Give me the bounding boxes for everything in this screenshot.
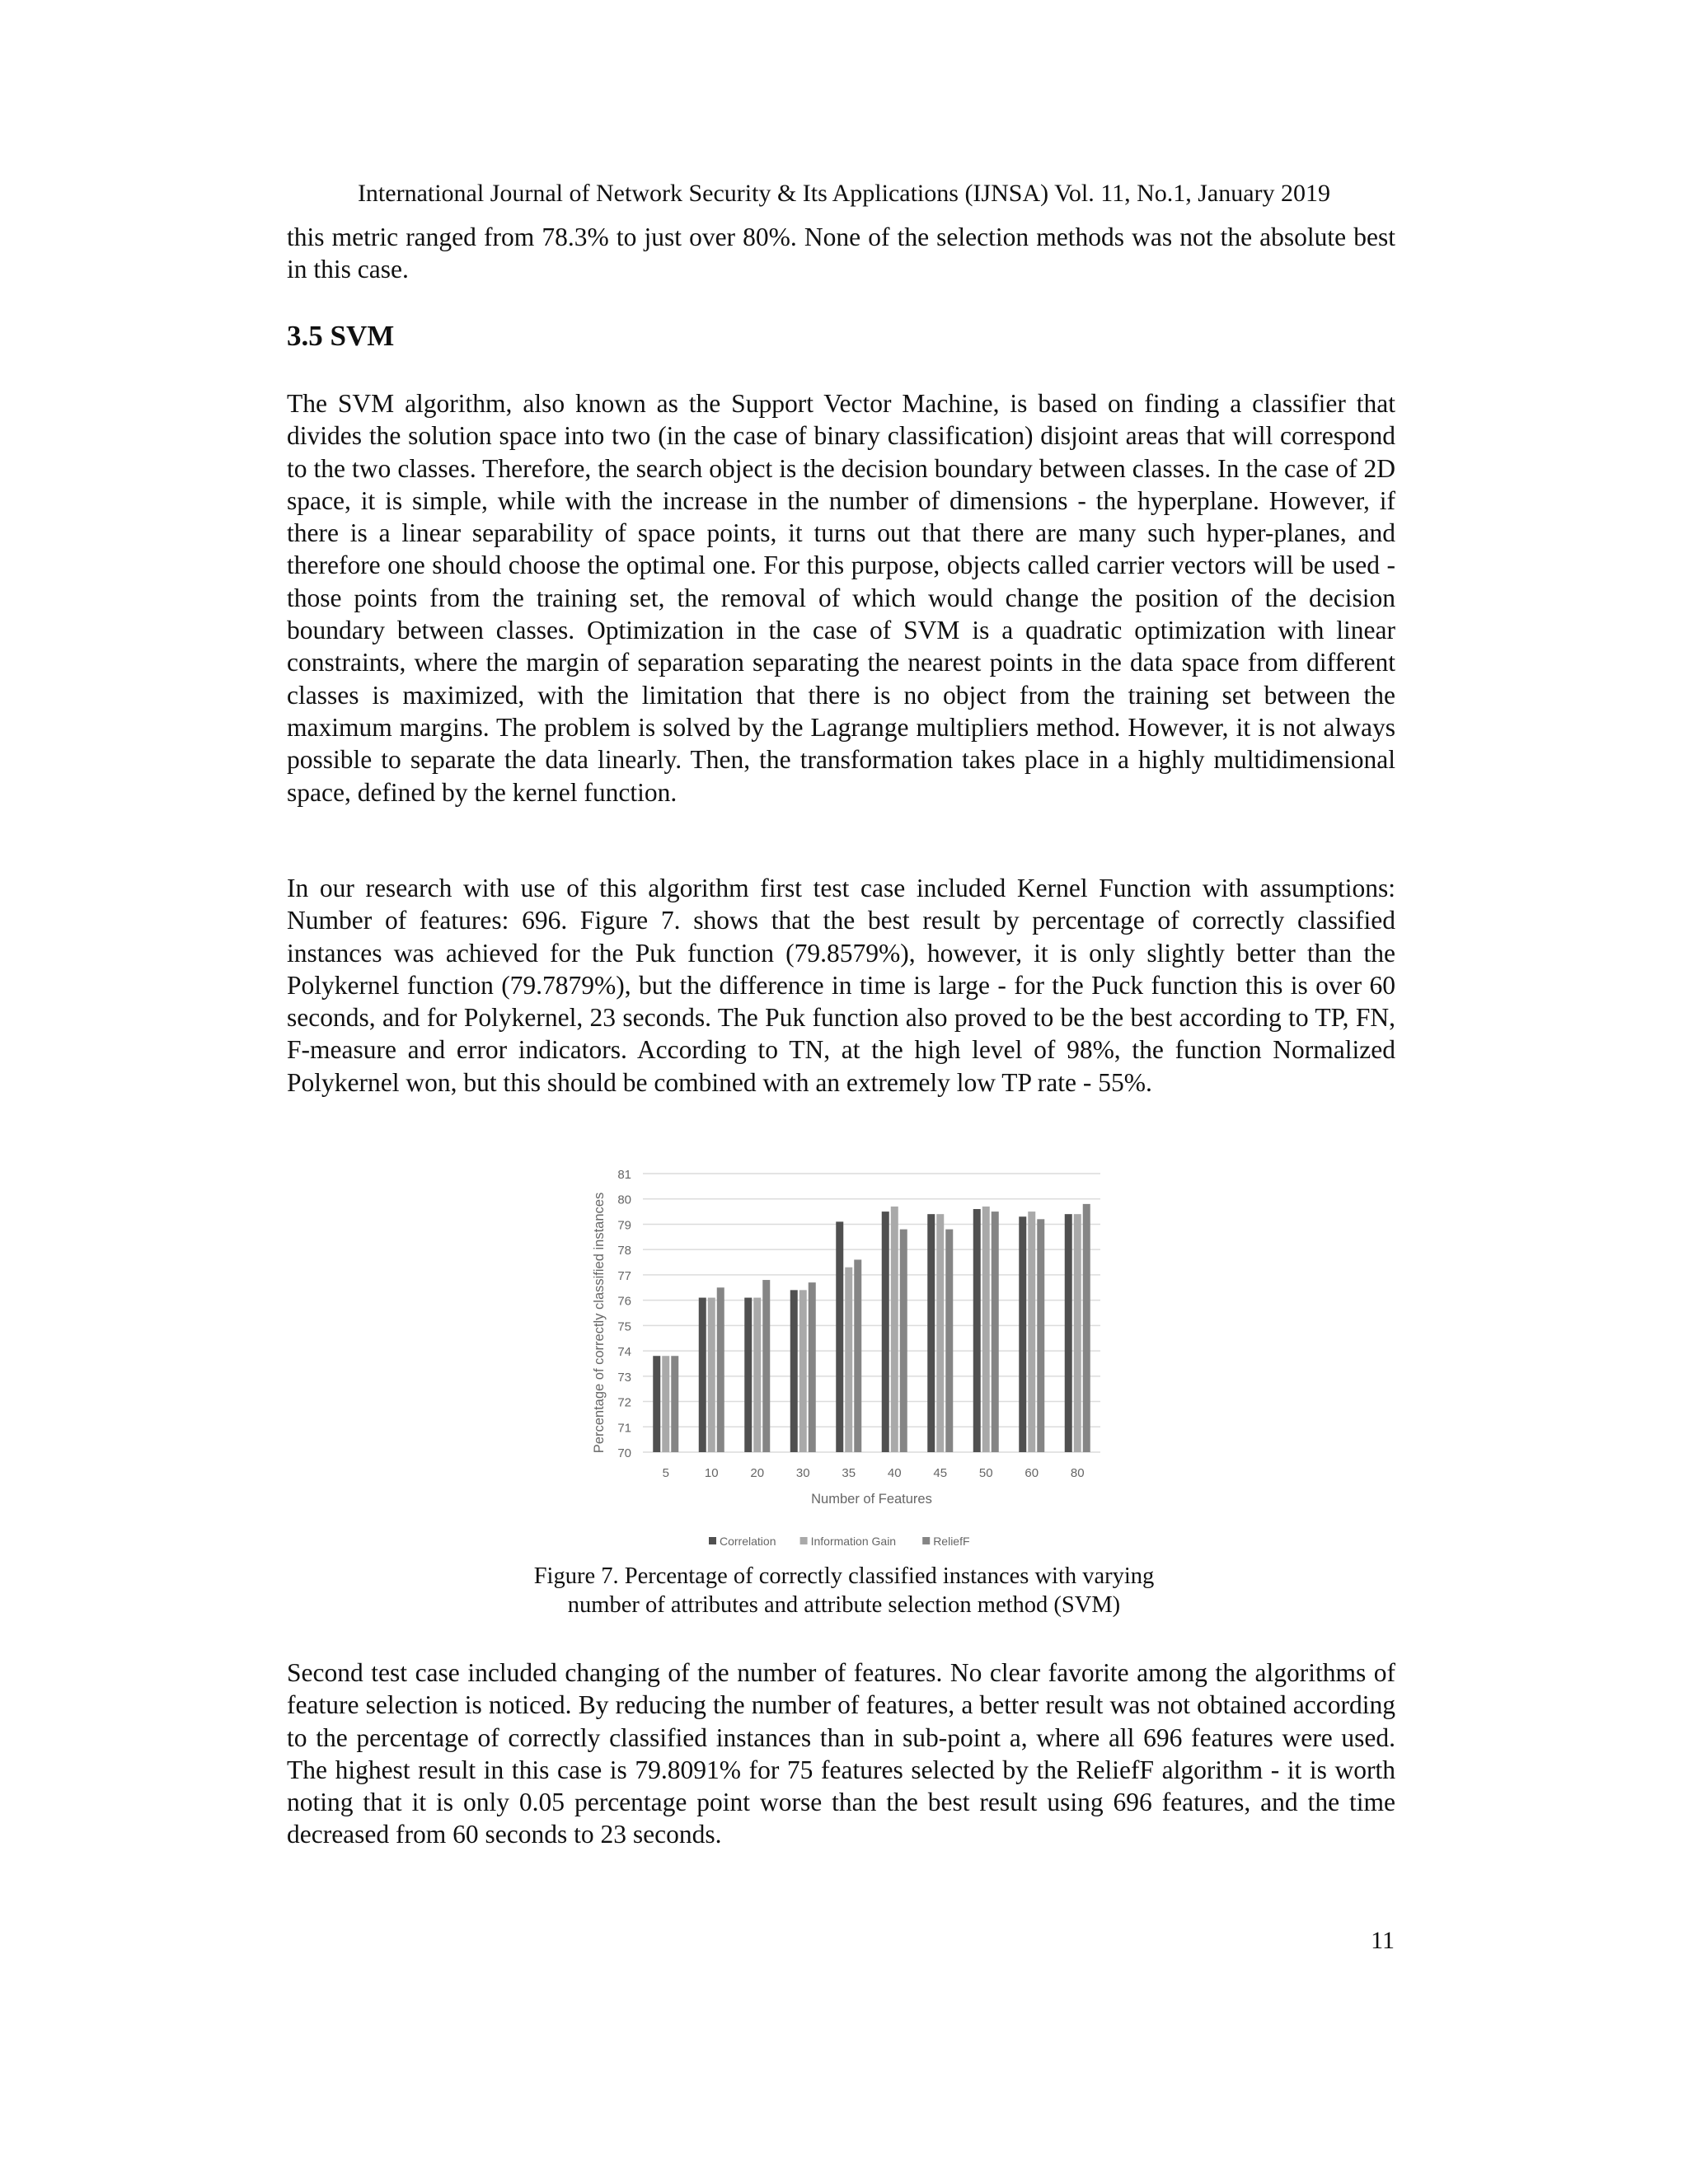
bar-relieff	[809, 1282, 816, 1452]
y-tick-label: 71	[617, 1421, 631, 1436]
y-tick-label: 74	[617, 1345, 631, 1360]
legend-label: ReliefF	[933, 1535, 970, 1548]
bar-relieff	[1083, 1204, 1090, 1452]
y-tick-label: 79	[617, 1218, 631, 1233]
x-tick-label: 50	[978, 1466, 993, 1480]
bar-information-gain	[708, 1298, 715, 1452]
paragraph-second-test-case: Second test case included changing of the number of features. No clear favorite among the algorithms of feature selection is noticed. By reducing the number of features, a better result was not obtained according to the percentage of correctly classified instances than in sub-point a, where all 696 features were used. The highest result in this case is 79.8091% for 75 features selected by the ReliefF algorithm - it is worth noting that it is only 0.05 percentage point worse than the best result using 696 features, and the time decreased from 60 seconds to 23 seconds.	[287, 1658, 1395, 1849]
y-tick-label: 77	[617, 1268, 631, 1283]
y-axis-title: Percentage of correctly classified instances	[592, 1192, 607, 1454]
bar-correlation	[1019, 1216, 1026, 1452]
bar-information-gain	[1028, 1212, 1035, 1452]
x-tick-label: 5	[662, 1466, 669, 1480]
x-tick-label: 20	[750, 1466, 765, 1480]
y-tick-label: 76	[617, 1294, 631, 1309]
x-tick-label: 80	[1070, 1466, 1085, 1480]
x-tick-label: 45	[933, 1466, 948, 1480]
bar-information-gain	[662, 1356, 669, 1452]
running-header: International Journal of Network Security & Its Applications (IJNSA) Vol. 11, No.1, January 2019	[357, 180, 1331, 207]
paragraph-svm-description: The SVM algorithm, also known as the Support Vector Machine, is based on finding a classifier that divides the solution space into two (in the case of binary classification) disjoint areas that will correspond to the two classes. Therefore, the search object is the decision boundary between classes. In the case of 2D space, it is simple, while with the increase in the number of dimensions - the hyperplane. However, if there is a linear separability of space points, it turns out that there are many such hyper-planes, and therefore one should choose the optimal one. For this purpose, objects called carrier vectors will be used - those points from the training set, the removal of which would change the position of the decision boundary between classes. Optimization in the case of SVM is a quadratic optimization with linear constraints, where the margin of separation separating the nearest points in the data space from different classes is maximized, with the limitation that there is no object from the training set between the maximum margins. The problem is solved by the Lagrange multipliers method. However, it is not always possible to separate the data linearly. Then, the transformation takes place in a highly multidimensional space, defined by the kernel function.	[287, 389, 1395, 807]
bar-correlation	[653, 1356, 660, 1452]
y-tick-label: 80	[617, 1193, 631, 1207]
x-axis-title: Number of Features	[811, 1492, 932, 1507]
y-tick-label: 75	[617, 1319, 631, 1334]
bar-correlation	[699, 1298, 706, 1452]
y-tick-label: 73	[617, 1370, 631, 1385]
legend-label: Correlation	[720, 1535, 776, 1548]
bar-relieff	[900, 1230, 907, 1452]
legend-label: Information Gain	[810, 1535, 897, 1548]
bar-relieff	[717, 1287, 724, 1452]
bar-correlation	[882, 1212, 889, 1452]
bar-correlation	[973, 1209, 981, 1452]
figure-caption	[0, 1562, 1688, 1619]
figure-7-chart	[585, 1162, 1113, 1558]
bar-correlation	[790, 1290, 798, 1452]
bar-information-gain	[936, 1214, 944, 1452]
y-tick-label: 70	[617, 1446, 631, 1460]
page-number: 11	[1371, 1927, 1395, 1954]
bar-correlation	[744, 1298, 752, 1452]
bar-correlation	[927, 1214, 935, 1452]
legend-swatch	[922, 1537, 930, 1544]
paragraph-first-test-case: In our research with use of this algorithm first test case included Kernel Function with assumptions: Number of features: 696. Figure 7. shows that the best result by percentage of correctly classified instances was achieved for the Puk function (79.8579%), however, it is only slightly better than the Polykernel function (79.7879%), but the difference in time is large - for the Puck function this is over 60 seconds, and for Polykernel, 23 seconds. The Puk function also proved to be the best according to TP, FN, F-measure and error indicators. According to TN, at the high level of 98%, the function Normalized Polykernel won, but this should be combined with an extremely low TP rate - 55%.	[287, 874, 1395, 1097]
bar-relieff	[762, 1280, 770, 1452]
bar-information-gain	[799, 1290, 807, 1452]
legend-swatch	[800, 1537, 808, 1544]
y-tick-label: 72	[617, 1395, 631, 1410]
bar-relieff	[992, 1212, 999, 1452]
paragraph-continuation: this metric ranged from 78.3% to just over 80%. None of the selection methods was not the absolute best in this case.	[287, 223, 1395, 284]
bar-chart-svg	[585, 1162, 1113, 1558]
bar-information-gain	[982, 1207, 990, 1452]
bar-correlation	[836, 1221, 843, 1452]
x-tick-label: 30	[795, 1466, 810, 1480]
bar-relieff	[1037, 1219, 1044, 1452]
section-heading: 3.5 SVM	[287, 320, 395, 352]
x-tick-label: 40	[887, 1466, 902, 1480]
bar-correlation	[1065, 1214, 1072, 1452]
bar-information-gain	[845, 1268, 852, 1452]
y-tick-label: 81	[617, 1168, 631, 1182]
bar-relieff	[854, 1259, 861, 1452]
legend-swatch	[709, 1537, 716, 1544]
x-tick-label: 10	[704, 1466, 719, 1480]
x-tick-label: 60	[1025, 1466, 1039, 1480]
bar-information-gain	[1074, 1214, 1081, 1452]
bar-information-gain	[891, 1207, 898, 1452]
caption-line-2: number of attributes and attribute selection method (SVM)	[567, 1592, 1121, 1618]
caption-line-1: Figure 7. Percentage of correctly classified instances with varying	[533, 1563, 1155, 1589]
bar-relieff	[945, 1230, 953, 1452]
y-tick-label: 78	[617, 1244, 631, 1258]
x-tick-label: 35	[842, 1466, 856, 1480]
bar-relieff	[671, 1356, 678, 1452]
bar-information-gain	[753, 1298, 761, 1452]
